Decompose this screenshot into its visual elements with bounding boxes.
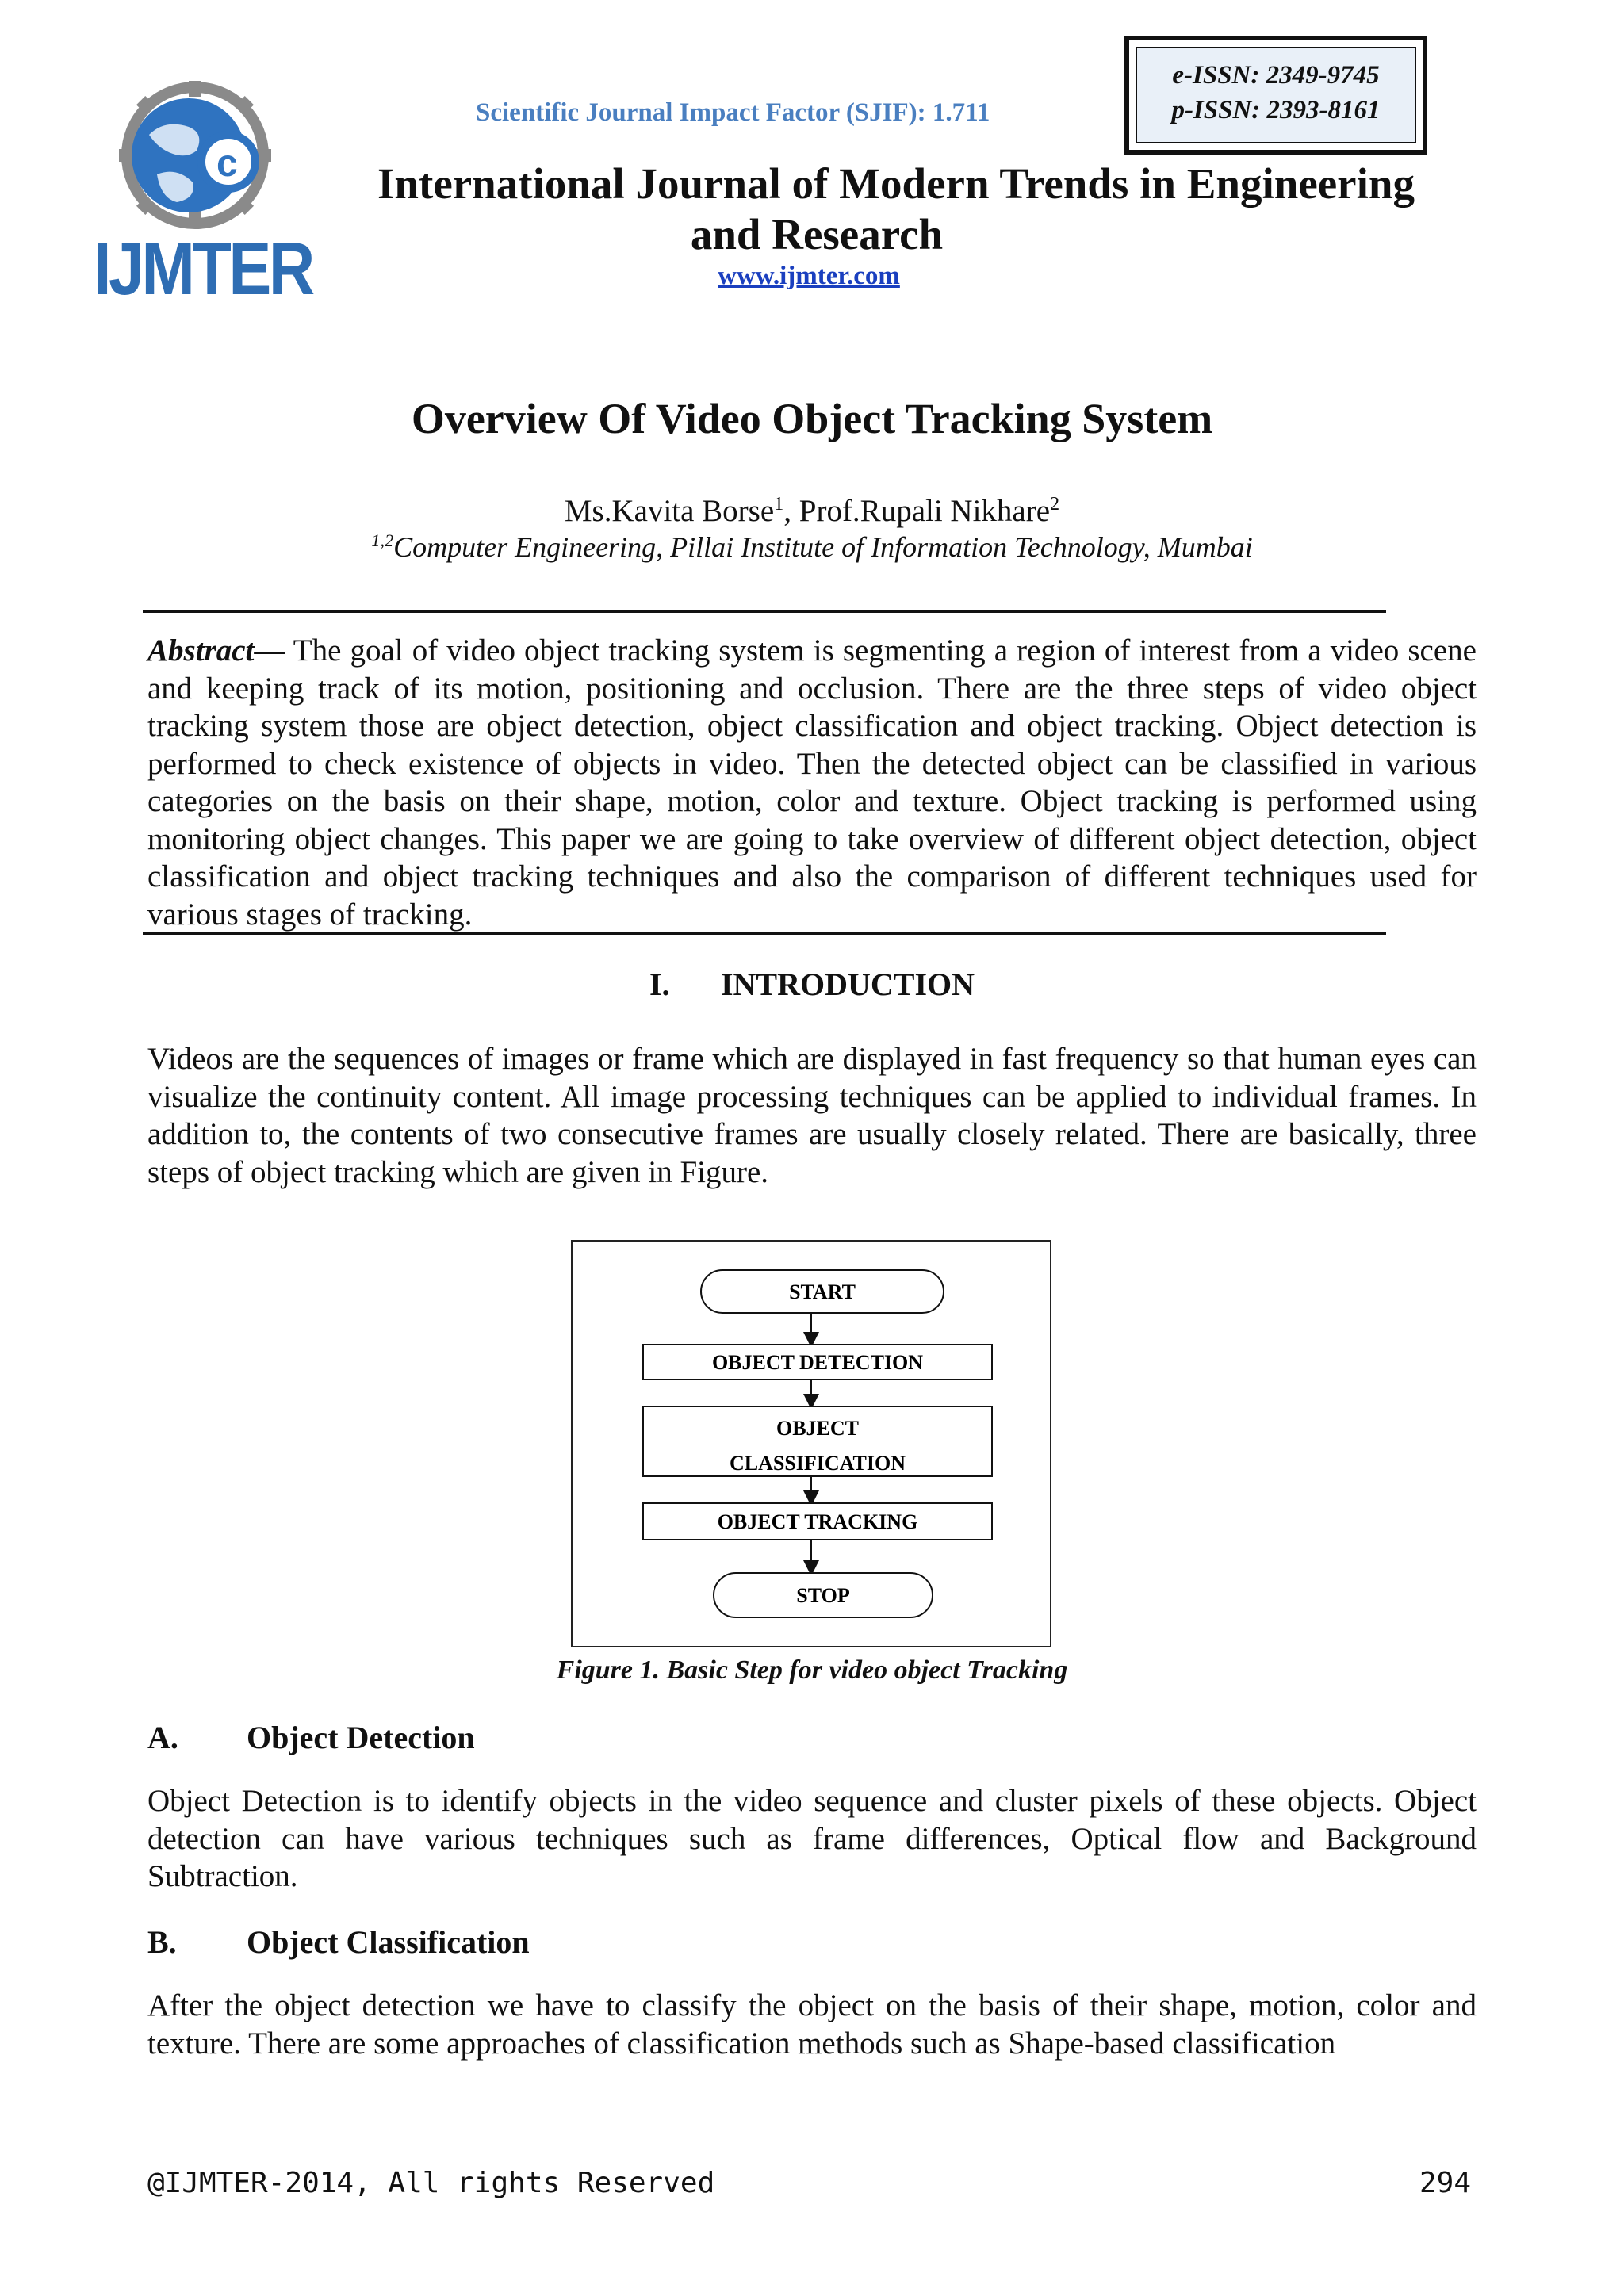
object-detection-paragraph: Object Detection is to identify objects in the video sequence and cluster pixels of these objects. Object detection can have various techniques such as frame differences, Optical flow and Background Subtraction. [147, 1784, 1477, 1893]
abstract-top-rule [143, 610, 1386, 613]
subsection-title: Object Classification [247, 1924, 530, 1960]
stop-label: STOP [796, 1584, 850, 1607]
subsection-title: Object Detection [247, 1720, 475, 1755]
subsection-letter: B. [147, 1924, 177, 1960]
page-number: 294 [1419, 2167, 1472, 2199]
abstract-label: Abstract [147, 633, 255, 668]
p-issn: p-ISSN: 2393-8161 [1171, 96, 1381, 124]
object-detection-label: OBJECT DETECTION [711, 1351, 924, 1374]
figure-caption: Figure 1. Basic Step for video object Tracking [556, 1655, 1068, 1685]
author-1: Ms.Kavita Borse [564, 494, 775, 528]
author-2: Prof.Rupali Nikhare [799, 494, 1051, 528]
section-number: I. [649, 966, 670, 1002]
section-heading-introduction [0, 966, 1624, 1003]
introduction-paragraph: Videos are the sequences of images or frame which are displayed in fast frequency so that human eyes can visualize the continuity content. All image processing techniques can be applied to individual frames. In addition to, the contents of two consecutive frames are usually closely related. There are basically, three steps of object tracking which are given in Figure. [147, 1042, 1477, 1189]
authors [0, 493, 1624, 529]
author-2-sup: 2 [1050, 493, 1060, 515]
object-classification-label-1: OBJECT [776, 1417, 860, 1440]
journal-name [301, 159, 1491, 260]
object-classification-label-2: CLASSIFICATION [729, 1452, 906, 1475]
author-separator: , [783, 494, 799, 528]
footer-copyright: @IJMTER-2014, All rights Reserved [147, 2167, 715, 2199]
journal-name-line2: and Research [690, 210, 944, 258]
author-1-sup: 1 [774, 493, 784, 515]
object-classification-paragraph: After the object detection we have to classify the object on the basis of their shape, motion, color and texture. There are some approaches of classification methods such as Shape-based classification [147, 1988, 1477, 2061]
object-tracking-label: OBJECT TRACKING [717, 1510, 918, 1533]
abstract-bottom-rule [143, 932, 1386, 935]
journal-url-link[interactable]: www.ijmter.com [718, 262, 900, 290]
abstract [147, 632, 1477, 933]
paper-title: Overview Of Video Object Tracking System [411, 395, 1213, 442]
flowchart-figure [571, 1240, 1051, 1647]
e-issn: e-ISSN: 2349-9745 [1172, 61, 1380, 90]
svg-text:c: c [216, 143, 238, 185]
flowchart-diagram [573, 1242, 1050, 1646]
subsection-heading-object-classification [147, 1923, 530, 1961]
sjif-label: Scientific Journal Impact Factor (SJIF): 1.711 [476, 98, 990, 127]
affiliation-sup: 1,2 [371, 530, 394, 550]
logo-wordmark: IJMTER [94, 227, 312, 310]
journal-name-line1: International Journal of Modern Trends in Engineering [377, 159, 1415, 208]
issn-box [1124, 36, 1427, 155]
subsection-heading-object-detection [147, 1719, 475, 1756]
section-title: INTRODUCTION [720, 966, 975, 1002]
abstract-text: — The goal of video object tracking system is segmenting a region of interest from a video scene and keeping track of its motion, positioning and occlusion. There are the three steps of video object tracking system those are object detection, object classification and object tracking. Object detection is performed to check existence of objects in video. Then the detected object can be classified in various categories on the basis on their shape, motion, color and texture. Object tracking is performed using monitoring object changes. This paper we are going to take overview of different object detection, object classification and object tracking techniques and also the comparison of different techniques used for various stages of tracking. [147, 633, 1477, 932]
affiliation-text: Computer Engineering, Pillai Institute of Information Technology, Mumbai [393, 531, 1253, 563]
affiliation [0, 530, 1624, 564]
start-label: START [789, 1280, 856, 1303]
subsection-letter: A. [147, 1720, 178, 1755]
globe-gear-icon [94, 79, 297, 238]
